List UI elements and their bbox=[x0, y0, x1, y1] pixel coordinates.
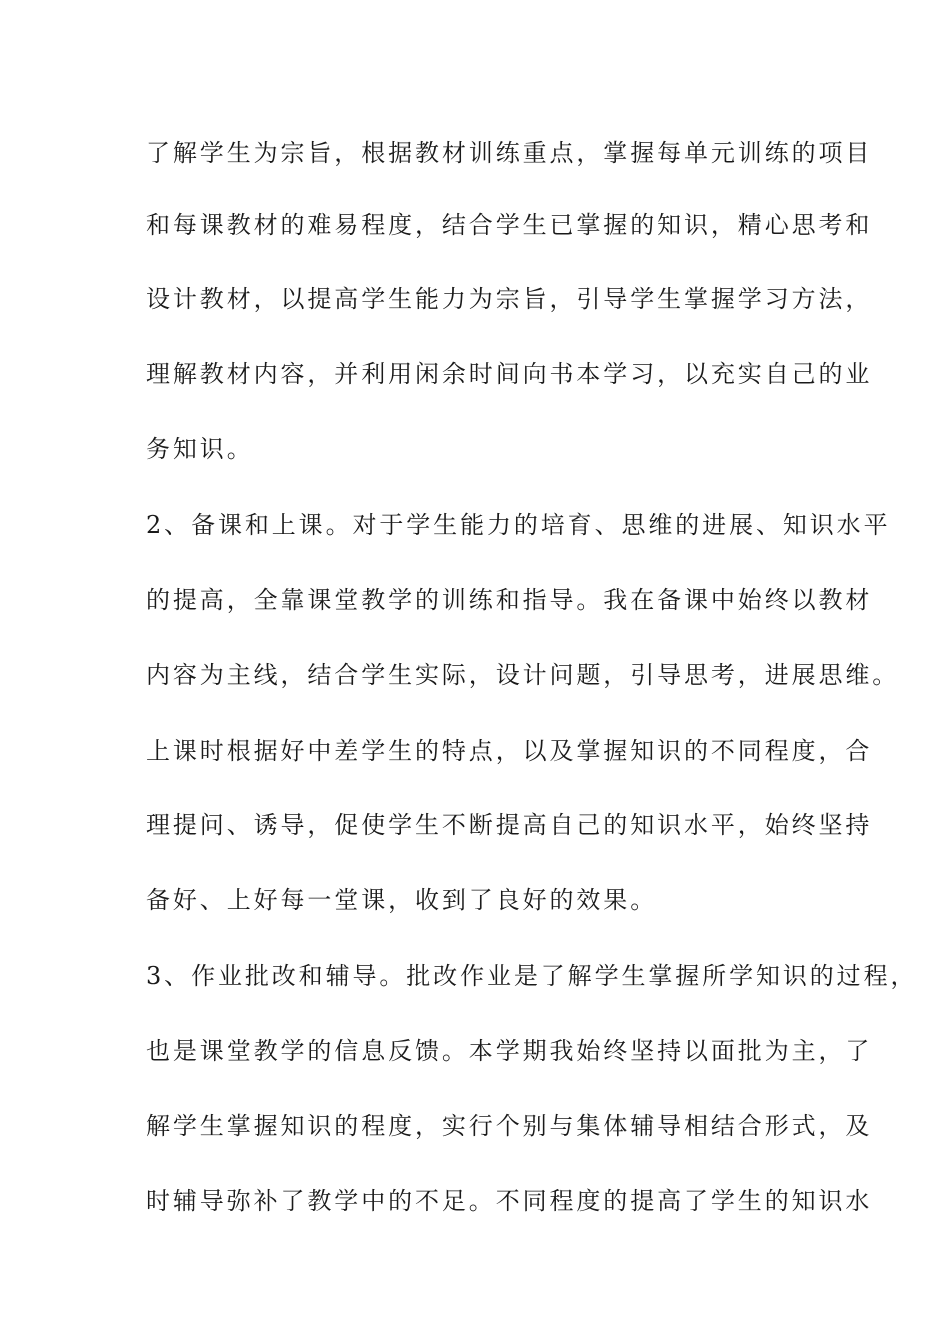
text-line: 理提问、诱导，促使学生不断提高自己的知识水平，始终坚持 bbox=[146, 811, 873, 839]
text-line: 理解教材内容，并利用闲余时间向书本学习，以充实自己的业 bbox=[146, 360, 873, 388]
text-line: 3、作业批改和辅导。批改作业是了解学生掌握所学知识的过程， bbox=[146, 962, 918, 990]
text-line: 2、备课和上课。对于学生能力的培育、思维的进展、知识水平 bbox=[146, 511, 891, 539]
text-line: 设计教材，以提高学生能力为宗旨，引导学生掌握学习方法， bbox=[146, 285, 873, 313]
text-line: 也是课堂教学的信息反馈。本学期我始终坚持以面批为主，了 bbox=[146, 1037, 873, 1065]
text-line: 上课时根据好中差学生的特点，以及掌握知识的不同程度，合 bbox=[146, 737, 873, 765]
text-line: 务知识。 bbox=[146, 435, 254, 463]
text-line: 解学生掌握知识的程度，实行个别与集体辅导相结合形式，及 bbox=[146, 1112, 873, 1140]
text-line: 的提高，全靠课堂教学的训练和指导。我在备课中始终以教材 bbox=[146, 586, 873, 614]
text-line: 时辅导弥补了教学中的不足。不同程度的提高了学生的知识水 bbox=[146, 1187, 873, 1215]
text-line: 和每课教材的难易程度，结合学生已掌握的知识，精心思考和 bbox=[146, 211, 873, 239]
text-line: 内容为主线，结合学生实际，设计问题，引导思考，进展思维。 bbox=[146, 661, 900, 689]
text-line: 备好、上好每一堂课，收到了良好的效果。 bbox=[146, 886, 658, 914]
text-line: 了解学生为宗旨，根据教材训练重点，掌握每单元训练的项目 bbox=[146, 139, 873, 167]
